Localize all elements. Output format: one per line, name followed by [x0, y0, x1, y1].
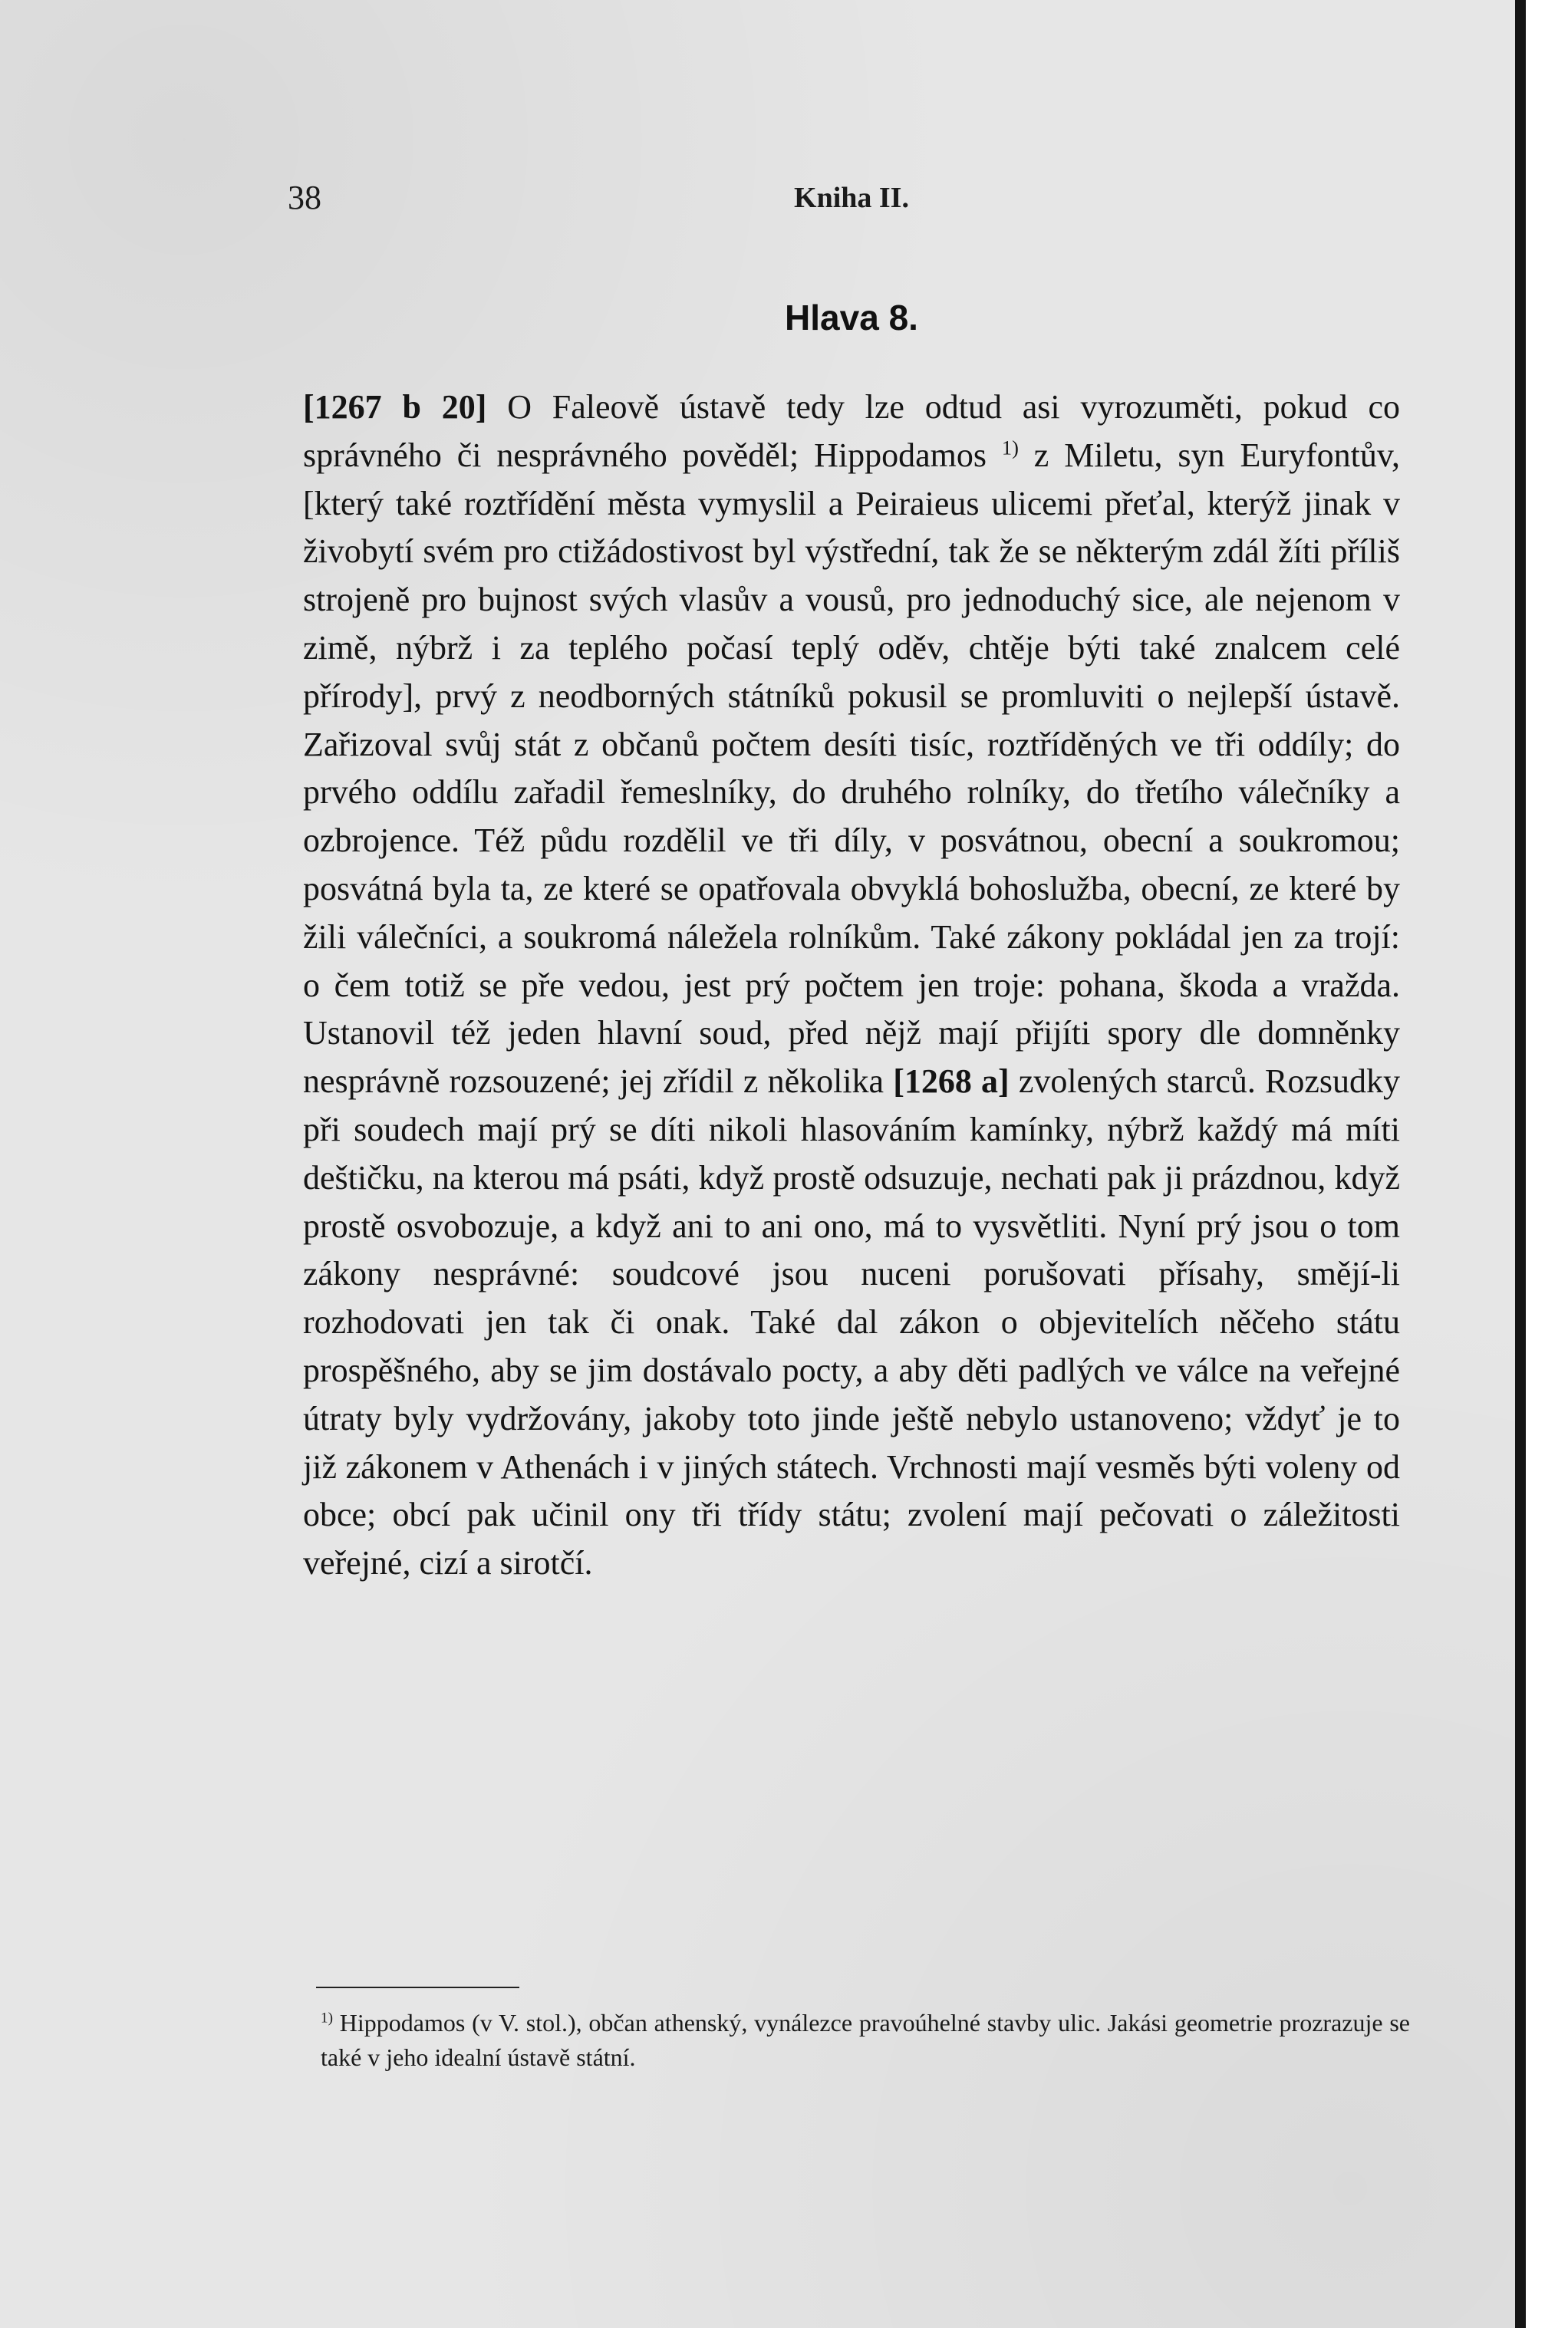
scan-margin [1526, 0, 1568, 2328]
footnote-number: 1) [321, 2010, 333, 2027]
footnote-divider [316, 1987, 519, 1988]
body-paragraph [303, 384, 1400, 1588]
footnote-marker: 1) [1001, 436, 1019, 459]
body-text-part-2: z Miletu, syn Euryfontův, [který také roztřídění města vymyslil a Peiraieus ulicemi přeťal, kterýž jinak v živobytí svém pro ctižádostivost byl výstřední, tak že se některým zdál žíti příliš strojeně pro bujnost svých vlasův a vousů, pro jednoduchý sice, ale nejenom v zimě, nýbrž i za teplého počasí teplý oděv, chtěje býti také znalcem celé přírody], prvý z neodborných státníků pokusil se promluviti o nejlepší ústavě. Zařizoval svůj stát z občanů počtem desíti tisíc, roztříděných ve tři oddíly; do prvého oddílu zařadil řemeslníky, do druhého rolníky, do třetího válečníky a ozbrojence. Též půdu rozdělil ve tři díly, v posvátnou, obecní a soukromou; posvátná byla ta, ze které se opatřovala obvyklá bohoslužba, obecní, ze které by žili válečníci, a soukromá náležela rolníkům. Také zákony pokládal jen za trojí: o čem totiž se pře vedou, jest prý počtem jen troje: pohana, škoda a vražda. Ustanovil též jeden hlavní soud, před nějž mají přijíti spory dle domněnky nesprávně rozsouzené; jej zřídil z několika [303, 436, 1401, 1101]
running-head: Kniha II. [794, 182, 909, 214]
page-edge-shadow [1515, 0, 1526, 2328]
bekker-reference-mid: [1268 a] [893, 1062, 1010, 1101]
page-header [288, 178, 1415, 216]
chapter-title: Hlava 8. [785, 298, 918, 338]
body-text-part-3: zvolených starců. Rozsudky při soudech mají prý se díti nikoli hlasováním kamínky, nýbrž každý má míti deštičku, na kterou má psáti, když prostě odsuzuje, nechati pak ji prázdnou, když prostě osvobozuje, a když ani to ani ono, má to vysvětliti. Nyní prý jsou o tom zákony nesprávné: soudcové jsou nuceni porušovati přísahy, smějí-li rozhodovati jen tak či onak. Také dal zákon o objevitelích něčeho státu prospěšného, aby se jim dostávalo pocty, a aby děti padlých ve válce na veřejné útraty byly vydržovány, jakoby toto jinde ještě nebylo ustanoveno; vždyť je to již zákonem v Athenách i v jiných státech. Vrchnosti mají vesměs býti voleny od obce; obcí pak učinil ony tři třídy státu; zvolení mají pečovati o záležitosti veřejné, cizí a sirotčí. [303, 1062, 1401, 1582]
footnote [321, 2006, 1410, 2075]
footnote-text: Hippodamos (v V. stol.), občan athenský, vynálezce pravoúhelné stavby ulic. Jakási geometrie prozrazuje se také v jeho idealní ústavě státní. [321, 2009, 1411, 2071]
body-text-part-1: O Faleově ústavě tedy lze odtud asi vyrozuměti, pokud co správného či nesprávného pověděl; Hippodamos [303, 388, 1400, 474]
bekker-reference-start: [1267 b 20] [303, 388, 487, 426]
page-number: 38 [288, 179, 321, 216]
